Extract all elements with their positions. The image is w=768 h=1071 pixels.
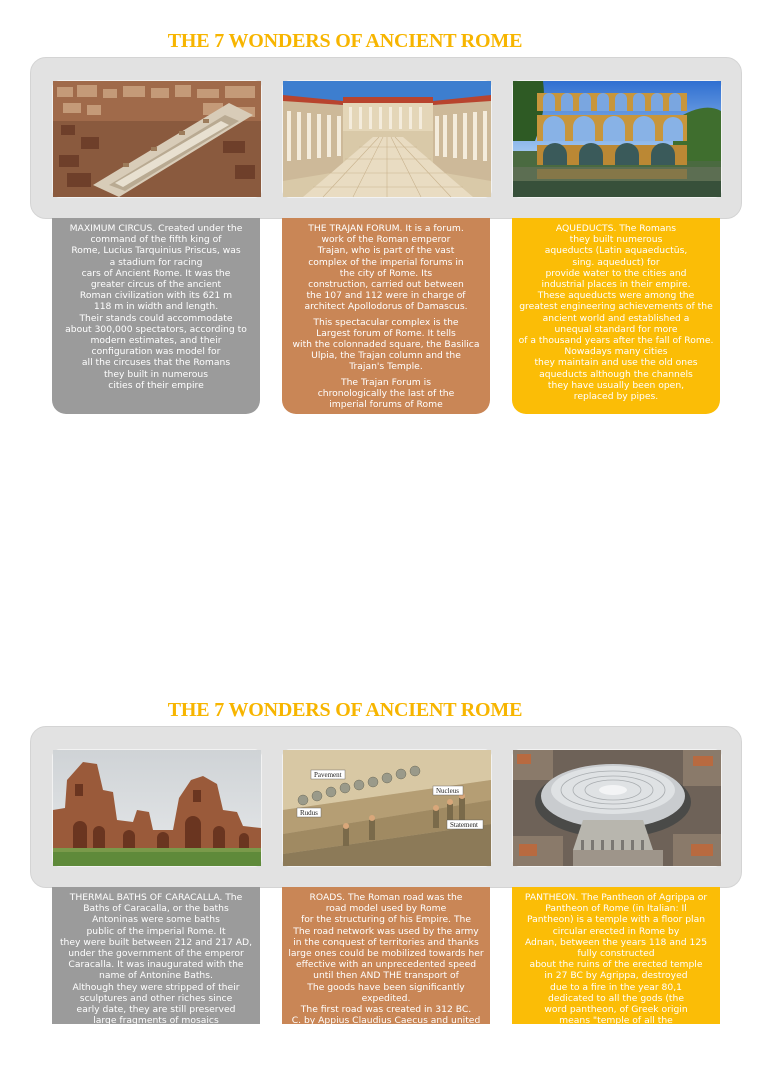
road-label-statement: Statement	[450, 821, 478, 829]
card-text: This spectacular complex is the Largest forum of Rome. It tells with the colonnaded square, the Basilica Ulpia, the Trajan column and the Trajan's Temple.	[292, 316, 480, 373]
card-text: THE TRAJAN FORUM. It is a forum. work of the Roman emperor Trajan, who is part of the vast complex of the imperial forums in the city of Rome. Its construction, carried out between the 107 and 112 were in charge of architect Apollodorus of Damascus.	[304, 223, 468, 313]
card-text: The Trajan Forum is chronologically the last of the imperial forums of Rome	[317, 376, 455, 411]
card-text: MAXIMUM CIRCUS. Created under the command of the fifth king of Rome, Lucius Tarquinius Priscus, was a stadium for racing cars of Ancient Rome. It was the greater circus of the ancient Roman civilization with its 621 m 118 m in width and length. Their stands could accommodate about 300,000 spectators, according to modern estimates, and their configuration was model for all the circuses that the Romans they built in numerous cities of their empire	[65, 223, 247, 391]
pantheon-photo	[512, 749, 722, 867]
circus-maximus-photo	[52, 80, 262, 198]
info-card-roads	[282, 887, 490, 1071]
info-card-caracalla-baths	[52, 887, 260, 1027]
page-title-2: THE 7 WONDERS OF ANCIENT ROME	[167, 699, 523, 721]
photo-strip-1	[30, 57, 742, 219]
photo-strip-2	[30, 726, 742, 888]
road-label-nucleus: Nucleus	[436, 787, 459, 795]
card-text: PANTHEON. The Pantheon of Agrippa or Pantheon of Rome (in Italian: Il Pantheon) is a temple with a floor plan circular erected in Rome by Adnan, between the years 118 and 125 fully constructed about the ruins of the erected temple in 27 BC by Agrippa, destroyed due to a fire in the year 80,1 dedicated to all the gods (the word pantheon, of Greek origin means "temple of all the	[524, 892, 708, 1027]
caracalla-baths-photo	[52, 749, 262, 867]
road-label-pavement: Pavement	[314, 771, 342, 779]
card-text: ROADS. The Roman road was the road model used by Rome for the structuring of his Empire. The The road network was used by the army in the conquest of territories and thanks large ones could be mobilized towards her effective with an unprecedented speed until then AND THE transport of The goods have been significantly expedited. The first road was created in 312 BC. C. by Appius Claudius Caecus and united Rome with Capua: it is the Appian Way, each the way bears the name of the censor who it	[288, 892, 484, 1071]
roman-road-photo	[282, 749, 492, 867]
card-text: AQUEDUCTS. The Romans they built numerous aqueducts (Latin aquaeductūs, sing. aqueduct) for provide water to the cities and industrial places in their empire. These aqueducts were among the greatest engineering achievements of the ancient world and established a unequal standard for more of a thousand years after the fall of Rome. Nowadays many cities they maintain and use the old ones aqueducts although the channels they have usually been open, replaced by pipes.	[518, 223, 714, 403]
road-label-rudus: Rudus	[300, 809, 318, 817]
aqueduct-photo	[512, 80, 722, 198]
card-text: THERMAL BATHS OF CARACALLA. The Baths of Caracalla, or the baths Antoninas were some baths public of the imperial Rome. It they were built between 212 and 217 AD, under the government of the emperor Caracalla. It was inaugurated with the name of Antonine Baths. Although they were stripped of their sculptures and other riches since early date, they are still preserved large fragments of mosaics	[59, 892, 253, 1027]
page-title-1: THE 7 WONDERS OF ANCIENT ROME	[167, 30, 523, 52]
trajan-forum-photo	[282, 80, 492, 198]
info-card-trajan-forum	[282, 218, 490, 414]
info-card-pantheon	[512, 887, 720, 1027]
info-card-aqueducts	[512, 218, 720, 414]
info-card-circus-maximus	[52, 218, 260, 414]
